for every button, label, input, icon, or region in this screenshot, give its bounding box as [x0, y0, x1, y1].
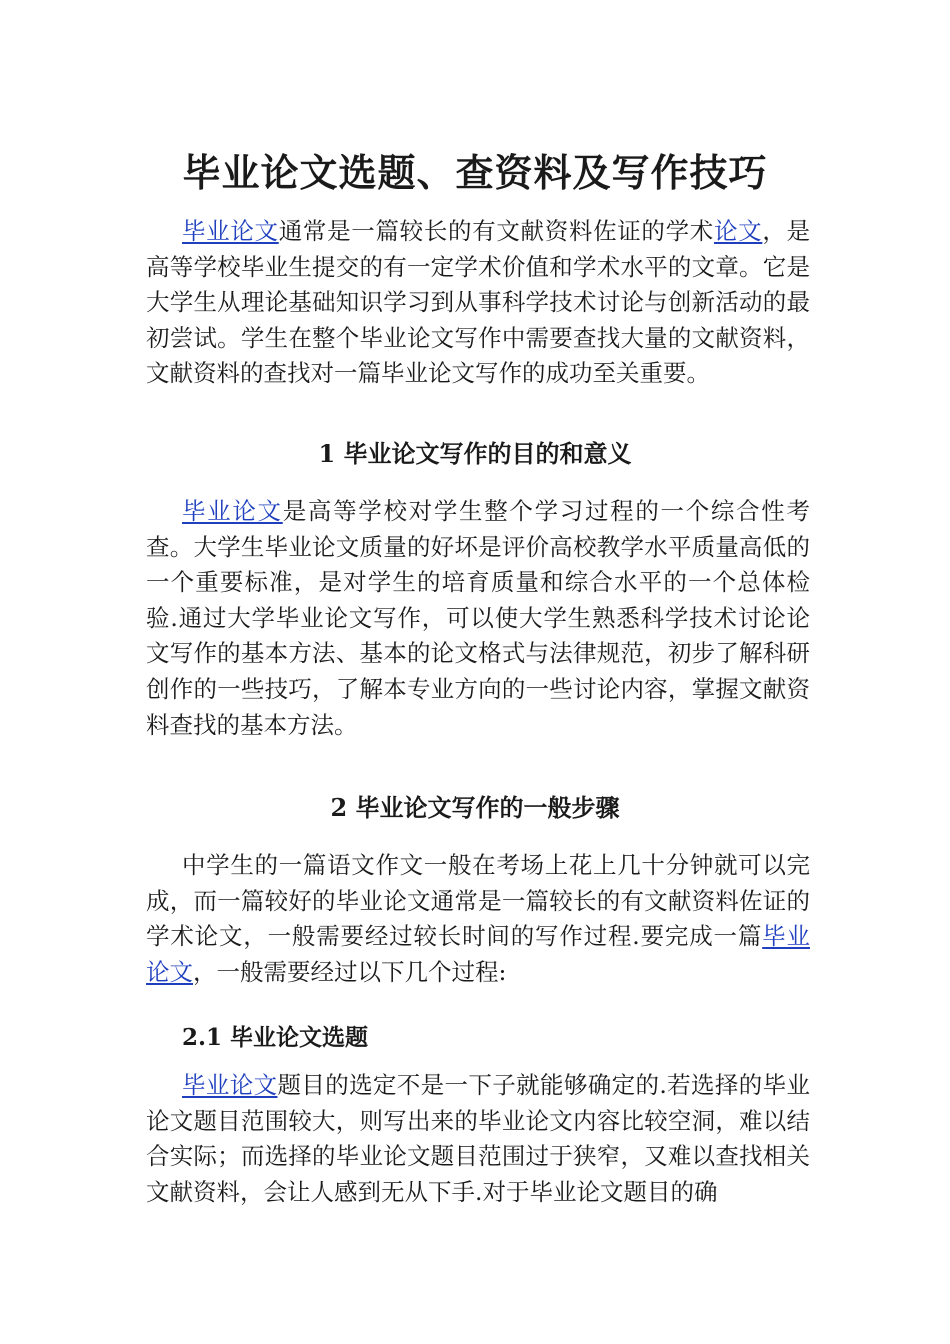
- link-graduation-thesis[interactable]: 毕业论文: [182, 217, 279, 245]
- link-thesis[interactable]: 论文: [713, 217, 763, 245]
- document-title: 毕业论文选题、查资料及写作技巧: [182, 150, 768, 195]
- intro-text-2: ，是高等学校毕业生提交的有一定学术价值和学术水平的文章。它是大学生从理论基础知识学习到从事科学技术讨论与创新活动的最初尝试。学生在整个毕业论文写作中需要查找大量的文献资料，文献资料的查找对一篇毕业论文写作的成功至关重要。: [146, 217, 811, 388]
- subsection-heading-2-1: 2.1 毕业论文选题: [182, 1024, 369, 1051]
- link-graduation-thesis[interactable]: 毕业论文: [182, 1071, 278, 1099]
- section-heading-2: 2 毕业论文写作的一般步骤: [330, 793, 620, 822]
- intro-paragraph: [146, 214, 810, 392]
- subsection-2-1-paragraph: [146, 1068, 810, 1210]
- subsection-2-1-text: 题目的选定不是一下子就能够确定的.若选择的毕业论文题目范围较大，则写出来的毕业论文内容比较空洞，难以结合实际；而选择的毕业论文题目范围过于狭窄，又难以查找相关文献资料，会让人感到无从下手.对于毕业论文题目的确: [146, 1071, 810, 1206]
- section-1-paragraph: [146, 494, 810, 743]
- section-2-text-2: ，一般需要经过以下几个过程:: [193, 957, 507, 986]
- link-graduation-thesis[interactable]: 毕业论文: [182, 497, 283, 525]
- section-1-text: 是高等学校对学生整个学习过程的一个综合性考查。大学生毕业论文质量的好坏是评价高校教学水平质量高低的一个重要标准，是对学生的培育质量和综合水平的一个总体检验.通过大学毕业论文写作，可以使大学生熟悉科学技术讨论论文写作的基本方法、基本的论文格式与法律规范，初步了解科研创作的一些技巧，了解本专业方向的一些讨论内容，掌握文献资料查找的基本方法。: [146, 497, 810, 739]
- section-2-paragraph: [146, 848, 810, 990]
- section-heading-1: 1 毕业论文写作的目的和意义: [318, 439, 632, 468]
- link-graduation-thesis[interactable]: 毕业论文: [146, 922, 810, 986]
- section-2-text-1: 中学生的一篇语文作文一般在考场上花上几十分钟就可以完成，而一篇较好的毕业论文通常是一篇较长的有文献资料佐证的学术论文，一般需要经过较长时间的写作过程.要完成一篇: [146, 851, 810, 951]
- intro-text-1: 通常是一篇较长的有文献资料佐证的学术: [278, 217, 714, 245]
